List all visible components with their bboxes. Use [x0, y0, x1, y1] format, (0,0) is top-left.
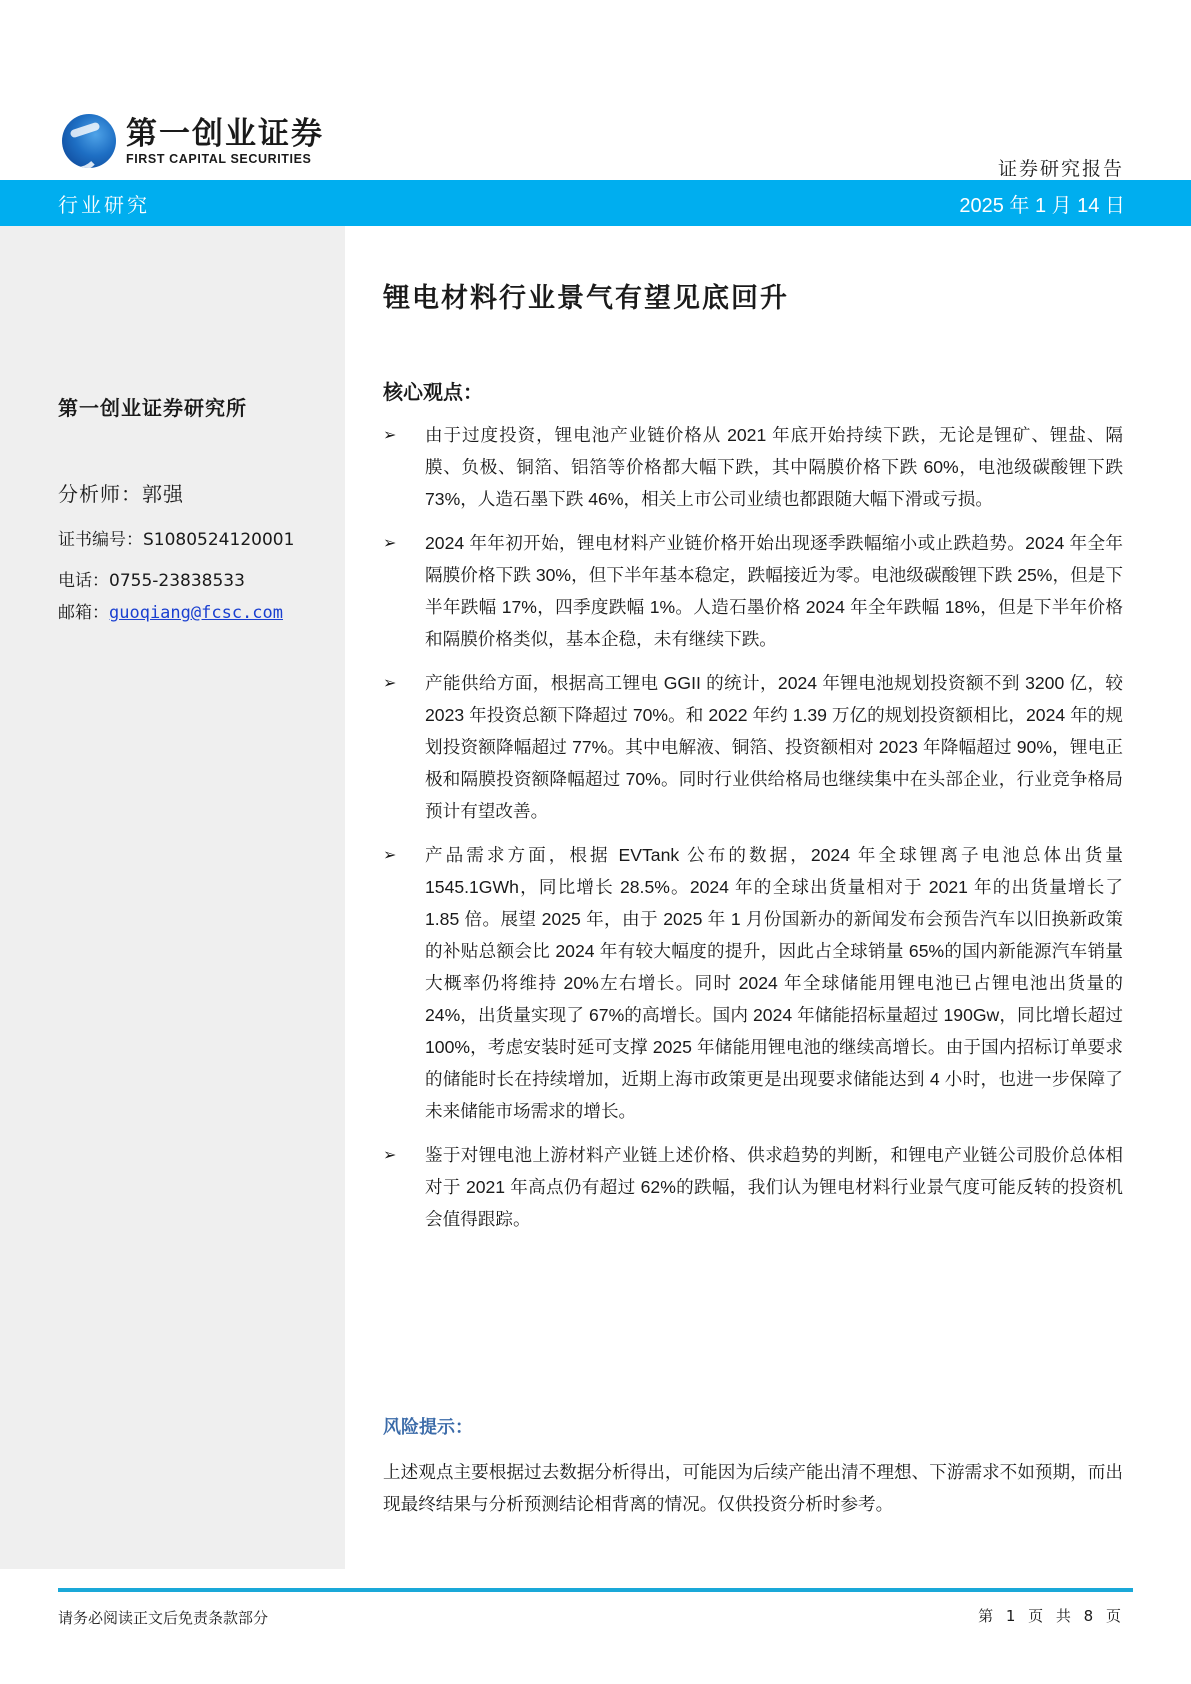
- globe-logo-icon: [62, 114, 116, 168]
- core-views-list: [383, 419, 1123, 1247]
- logo-english-name: FIRST CAPITAL SECURITIES: [126, 151, 312, 166]
- list-item: [383, 667, 1123, 827]
- sidebar: [0, 226, 345, 1569]
- certificate-number: 证书编号：S1080524120001: [58, 530, 295, 550]
- report-date: 2025 年 1 月 14 日: [959, 194, 1125, 217]
- email-link[interactable]: guoqiang@fcsc.com: [109, 603, 283, 623]
- arrow-bullet-icon: ➢: [383, 1145, 397, 1164]
- risk-text: 上述观点主要根据过去数据分析得出，可能因为后续产能出清不理想、下游需求不如预期，而出现最终结果与分析预测结论相背离的情况。仅供投资分析时参考。: [383, 1462, 1123, 1514]
- phone-number: 电话：0755-23838533: [58, 571, 245, 591]
- risk-heading: 风险提示：: [383, 1417, 473, 1438]
- list-item: [383, 1139, 1123, 1235]
- list-item: [383, 527, 1123, 655]
- list-item: [383, 419, 1123, 515]
- company-logo: [62, 114, 324, 168]
- report-category: 行业研究: [58, 192, 150, 217]
- bullet-text: 2024 年年初开始，锂电材料产业链价格开始出现逐季跌幅缩小或止跌趋势。2024 年全年隔膜价格下跌 30%，但下半年基本稳定，跌幅接近为零。电池级碳酸锂下跌 25%，但是下半年跌幅 17%，四季度跌幅 1%。人造石墨价格 2024 年全年跌幅 18%，但是下半年价格和隔膜价格类似，基本企稳，未有继续下跌。: [425, 533, 1123, 649]
- bullet-text: 产品需求方面，根据 EVTank 公布的数据，2024 年全球锂离子电池总体出货量 1545.1GWh，同比增长 28.5%。2024 年的全球出货量相对于 2021 年的出货量增长了 1.85 倍。展望 2025 年，由于 2025 年 1 月份国新办的新闻发布会预告汽车以旧换新政策的补贴总额会比 2024 年有较大幅度的提升，因此占全球销量 65%的国内新能源汽车销量大概率仍将维持 20%左右增长。同时 2024 年全球储能用锂电池已占锂电池出货量的 24%，出货量实现了 67%的高增长。国内 2024 年储能招标量超过 190Gw，同比增长超过 100%，考虑安装时延可支撑 2025 年储能用锂电池的继续高增长。由于国内招标订单要求的储能时长在持续增加，近期上海市政策更是出现要求储能达到 4 小时，也进一步保障了未来储能市场需求的增长。: [425, 845, 1123, 1121]
- logo-chinese-name: 第一创业证券: [126, 115, 324, 152]
- email-label: 邮箱：: [58, 603, 109, 623]
- footer-disclaimer: 请务必阅读正文后免责条款部分: [58, 1609, 269, 1627]
- arrow-bullet-icon: ➢: [383, 673, 397, 692]
- page-title: 锂电材料行业景气有望见底回升: [383, 283, 789, 314]
- arrow-bullet-icon: ➢: [383, 533, 397, 552]
- bullet-text: 产能供给方面，根据高工锂电 GGII 的统计，2024 年锂电池规划投资额不到 3200 亿，较 2023 年投资总额下降超过 70%。和 2022 年约 1.39 万亿的规划投资额相比，2024 年的规划投资额降幅超过 77%。其中电解液、铜箔、投资额相对 2023 年降幅超过 90%，锂电正极和隔膜投资额降幅超过 70%。同时行业供给格局也继续集中在头部企业，行业竞争格局预计有望改善。: [425, 673, 1123, 821]
- footer-divider: [58, 1588, 1133, 1592]
- report-type: 证券研究报告: [997, 158, 1124, 180]
- email-line: [58, 598, 283, 623]
- header-banner: [0, 180, 1191, 226]
- arrow-bullet-icon: ➢: [383, 425, 397, 444]
- bullet-text: 鉴于对锂电池上游材料产业链上述价格、供求趋势的判断，和锂电产业链公司股价总体相对于 2021 年高点仍有超过 62%的跌幅，我们认为锂电材料行业景气度可能反转的投资机会值得跟踪。: [425, 1145, 1123, 1229]
- bullet-text: 由于过度投资，锂电池产业链价格从 2021 年底开始持续下跌，无论是锂矿、锂盐、隔膜、负极、铜箔、铝箔等价格都大幅下跌，其中隔膜价格下跌 60%，电池级碳酸锂下跌 73%，人造石墨下跌 46%，相关上市公司业绩也都跟随大幅下滑或亏损。: [425, 425, 1123, 509]
- core-views-heading: 核心观点：: [383, 380, 483, 404]
- list-item: [383, 839, 1123, 1127]
- page-number: 第 1 页 共 8 页: [978, 1607, 1125, 1625]
- analyst-name: 分析师：郭强: [58, 482, 184, 506]
- arrow-bullet-icon: ➢: [383, 845, 397, 864]
- research-institute: 第一创业证券研究所: [58, 396, 247, 420]
